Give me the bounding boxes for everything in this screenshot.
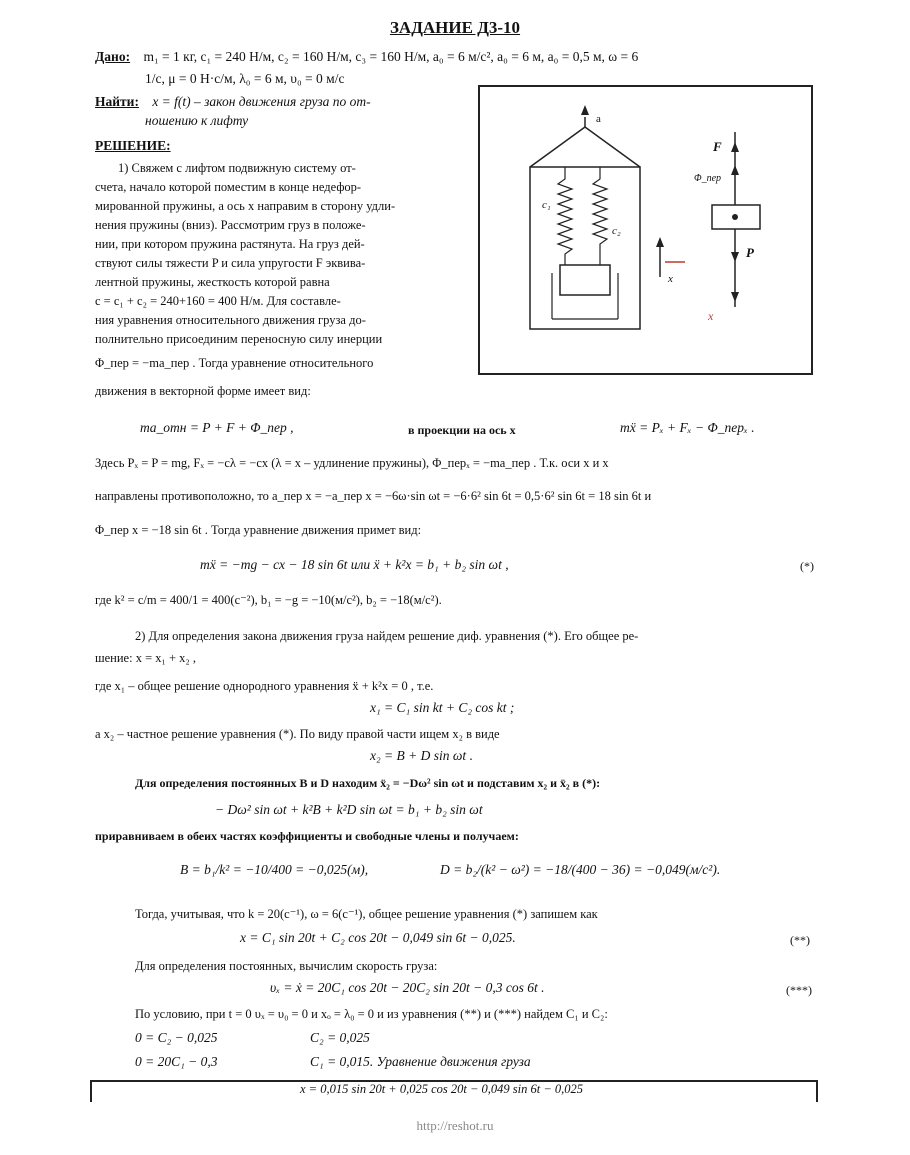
projection-label: в проекции на ось x (408, 423, 516, 437)
para1-line: счета, начало которой поместим в конце недефор- (95, 180, 362, 194)
given-line-1 (95, 48, 638, 65)
here-line-2: направлены противоположно, то a_пер x = −a_пер x = −6ω·sin ωt = −6·6² sin 6t = 0,5·6² sin 6t = 18 sin 6t и (95, 489, 652, 503)
motion-equation: mẍ = −mg − cx − 18 sin 6t или ẍ + k²x = b₁ + b₂ sin ωt , (200, 557, 509, 572)
projection-equation: mẍ = Pₓ + Fₓ − Φ_перₓ . (620, 420, 755, 435)
given-label: Дано: (95, 49, 131, 64)
label-x-axis: x (668, 273, 673, 285)
para1-line: 1) Свяжем с лифтом подвижную систему от- (118, 161, 356, 175)
vector-equation: ma_отн = P + F + Φ_пер , (140, 420, 294, 435)
here-line-1: Здесь Pₓ = P = mg, Fₓ = −cλ = −cx (λ = x – удлинение пружины), Φ_перₓ = −ma_пер . Т.к. оси x и x (95, 456, 609, 470)
homogeneous-line: где x₁ – общее решение однородного уравнения ẍ + k²x = 0 , т.е. (95, 679, 434, 693)
general-solution: x = C₁ sin 20t + C₂ cos 20t − 0,049 sin 6t − 0,025. (240, 930, 516, 945)
label-F: F (713, 139, 722, 154)
label-a: a (596, 113, 601, 125)
equation-number: (**) (790, 933, 810, 947)
initial-eq-a1: 0 = C₂ − 0,025 (135, 1030, 218, 1045)
para1-line: ния уравнения относительного движения груза до- (95, 313, 366, 327)
label-Phi: Φ_пер (694, 173, 722, 184)
para1-line: движения в векторной форме имеет вид: (95, 384, 311, 398)
mechanism-figure (478, 85, 813, 375)
para1-line: c = c₁ + c₂ = 240+160 = 400 H/м. Для составле- (95, 294, 341, 308)
find-text-1: x = f(t) – закон движения груза по от- (152, 94, 371, 109)
initial-eq-b2: C₁ = 0,015. Уравнение движения груза (310, 1054, 531, 1069)
here-line-3: Φ_пер x = −18 sin 6t . Тогда уравнение движения примет вид: (95, 523, 422, 537)
para1-line: полнительно присоединим переносную силу инерции (95, 332, 383, 346)
substitution-equation: − Dω² sin ωt + k²B + k²D sin ωt = b₁ + b₂ sin ωt (215, 802, 483, 817)
step2-line-1: 2) Для определения закона движения груза найдем решение диф. уравнения (*). Его общее ре- (135, 629, 639, 643)
para1-line: Φ_пер = −ma_пер . Тогда уравнение относительного (95, 356, 374, 370)
para1-line: мированной пружины, а ось x направим в сторону удли- (95, 199, 396, 213)
D-equation: D = b₂/(k² − ω²) = −18/(400 − 36) = −0,049(м/с²). (440, 862, 721, 877)
find-text-2: ношению к лифту (145, 113, 249, 128)
equate-line: приравниваем в обеих частях коэффициенты и свободные члены и получаем: (95, 829, 519, 843)
equation-number: (*) (800, 559, 814, 573)
equation-number: (***) (786, 983, 812, 997)
initial-eq-a2: C₂ = 0,025 (310, 1030, 370, 1045)
given-values-1: m₁ = 1 кг, c₁ = 240 Н/м, c₂ = 160 Н/м, c₃ = 160 Н/м, a₀ = 6 м/с², a₀ = 6 м, a₀ = 0,5 м, ω = 6 (143, 49, 639, 64)
figure-drawing (480, 87, 811, 373)
label-c2: c₂ (612, 225, 621, 237)
final-equation: x = 0,015 sin 20t + 0,025 cos 20t − 0,049 sin 6t − 0,025 (300, 1082, 584, 1096)
page-title: ЗАДАНИЕ Д3-10 (389, 18, 521, 37)
para1-line: нения пружины (вниз). Рассмотрим груз в положе- (95, 218, 366, 232)
taking-line: Тогда, учитывая, что k = 20(c⁻¹), ω = 6(c⁻¹), общее решение уравнения (*) запишем как (135, 907, 598, 921)
B-equation: B = b₁/k² = −10/400 = −0,025(м), (180, 862, 369, 877)
solution-heading: РЕШЕНИЕ: (95, 138, 171, 153)
x2-equation: x₂ = B + D sin ωt . (370, 748, 473, 763)
constants-line: Для определения постоянных B и D находим ẍ₂ = −Dω² sin ωt и подставим x₂ и ẍ₂ в (*): (135, 776, 601, 790)
footer-url: http://reshot.ru (416, 1118, 494, 1133)
find-line-1 (95, 93, 371, 110)
find-label: Найти: (95, 94, 139, 109)
para1-line: ствуют силы тяжести P и сила упругости F эквива- (95, 256, 366, 270)
x1-equation: x₁ = C₁ sin kt + C₂ cos kt ; (370, 700, 515, 715)
label-c1: c₁ (542, 199, 551, 211)
label-x: x (708, 309, 714, 323)
initial-conditions-line: По условию, при t = 0 υₓ = υ₀ = 0 и xₒ = λ₀ = 0 и из уравнения (**) и (***) найдем C₁ и C₂: (135, 1007, 608, 1021)
k-definition: где k² = c/m = 400/1 = 400(c⁻²), b₁ = −g = −10(м/с²), b₂ = −18(м/с²). (95, 593, 442, 607)
label-P: P (746, 245, 754, 260)
para1-line: лентной пружины, жесткость которой равна (95, 275, 330, 289)
partial-line: а x₂ – частное решение уравнения (*). По виду правой части ищем x₂ в виде (95, 727, 500, 741)
step2-line-2: шение: x = x₁ + x₂ , (95, 651, 197, 665)
initial-eq-b1: 0 = 20C₁ − 0,3 (135, 1054, 218, 1069)
velocity-equation: υₓ = ẋ = 20C₁ cos 20t − 20C₂ sin 20t − 0,3 cos 6t . (270, 980, 545, 995)
para1-line: нии, при котором пружина растянута. На груз дей- (95, 237, 365, 251)
velocity-line: Для определения постоянных, вычислим скорость груза: (135, 959, 438, 973)
given-values-2: 1/с, μ = 0 Н·с/м, λ₀ = 6 м, υ₀ = 0 м/с (145, 71, 345, 86)
